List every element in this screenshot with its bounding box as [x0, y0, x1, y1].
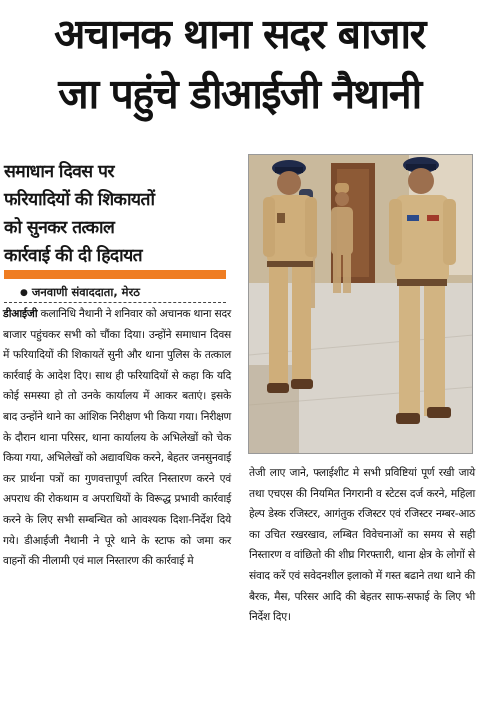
subheadline-line-3: को सुनकर तत्काल: [4, 218, 115, 238]
news-photo: [248, 154, 473, 454]
subheadline: [4, 158, 230, 270]
headline-line-2: जा पहुंचे डीआईजी नैथानी: [58, 70, 421, 118]
headline: [0, 4, 479, 124]
subheadline-line-1: समाधान दिवस पर: [4, 162, 114, 182]
headline-line-1: अचानक थाना सदर बाजार: [54, 10, 425, 58]
article-body-left: कलानिधि नैथानी ने शनिवार को अचानक थाना सदर बाजार पहुंचकर सभी को चौंका दिया। उन्होंने समाधान दिवस में फरियादियों की शिकायतें सुनी और थाना पुलिस के तत्काल कार्रवाई के आदेश दिए। साथ ही फरियादियों से कहा कि यदि कोई समस्या हो तो उनके कार्यालय में आकर बताएं। इसके बाद उन्होंने थाने का आंशिक निरीक्षण भी किया गया। निरीक्षण के दौरान थाना परिसर, थाना कार्यालय के अभिलेखों को चेक किया गया, अभिलेखों को अद्यावधिक करने, बेहतर जनसुनवाई कर प्रार्थना पत्रों का गुणवत्तापूर्ण त्वरित निस्तारण करने एवं अपराध की रोकथाम व अपराधियों के विरूद्ध प्रभावी कार्रवाई करने के लिए सभी सम्बन्धित को आवश्यक दिशा-निर्देश दिये गये। डीआईजी नैथानी ने पूरे थाने के स्टाफ को जमा कर वाहनों की नीलामी एवं माल निस्तारण की कार्रवाई मे: [3, 307, 231, 568]
byline: [20, 285, 230, 300]
article-paragraph-left: [3, 304, 231, 572]
article-column-left: [3, 304, 231, 572]
article-column-right: [249, 463, 475, 628]
subheadline-line-4: कार्रवाई की दी हिदायत: [4, 246, 143, 266]
bullet-icon: ●: [20, 288, 28, 298]
subheadline-line-2: फरियादियों की शिकायतों: [4, 190, 155, 210]
lead-word: डीआईजी: [3, 307, 38, 320]
article-paragraph-right: तेजी लाए जाने, फ्लाईशीट मे सभी प्रविष्टियां पूर्ण रखी जाये तथा एचएस की नियमित निगरानी व स्टेटस दर्ज करने, महिला हेल्प डेस्क रजिस्टर, आगंतुक रजिस्टर एवं रजिस्टर नम्बर-आठ का उचित रखरखाव, लम्बित विवेचनाओं का समय से सही निस्तारण व वांछितो की शीघ्र गिरफ्तारी, थाना क्षेत्र के लोगों से संवाद करें एवं सवेदनशील इलाको में गस्त बढाने तथा थाने की बैरक, मैस, परिसर आदि की बेहतर साफ-सफाई के लिए भी निर्देश दिए।: [249, 466, 475, 624]
accent-rule: [4, 270, 226, 279]
byline-text: जनवाणी संवाददाता, मेरठ: [31, 285, 140, 299]
byline-divider: [4, 302, 226, 303]
